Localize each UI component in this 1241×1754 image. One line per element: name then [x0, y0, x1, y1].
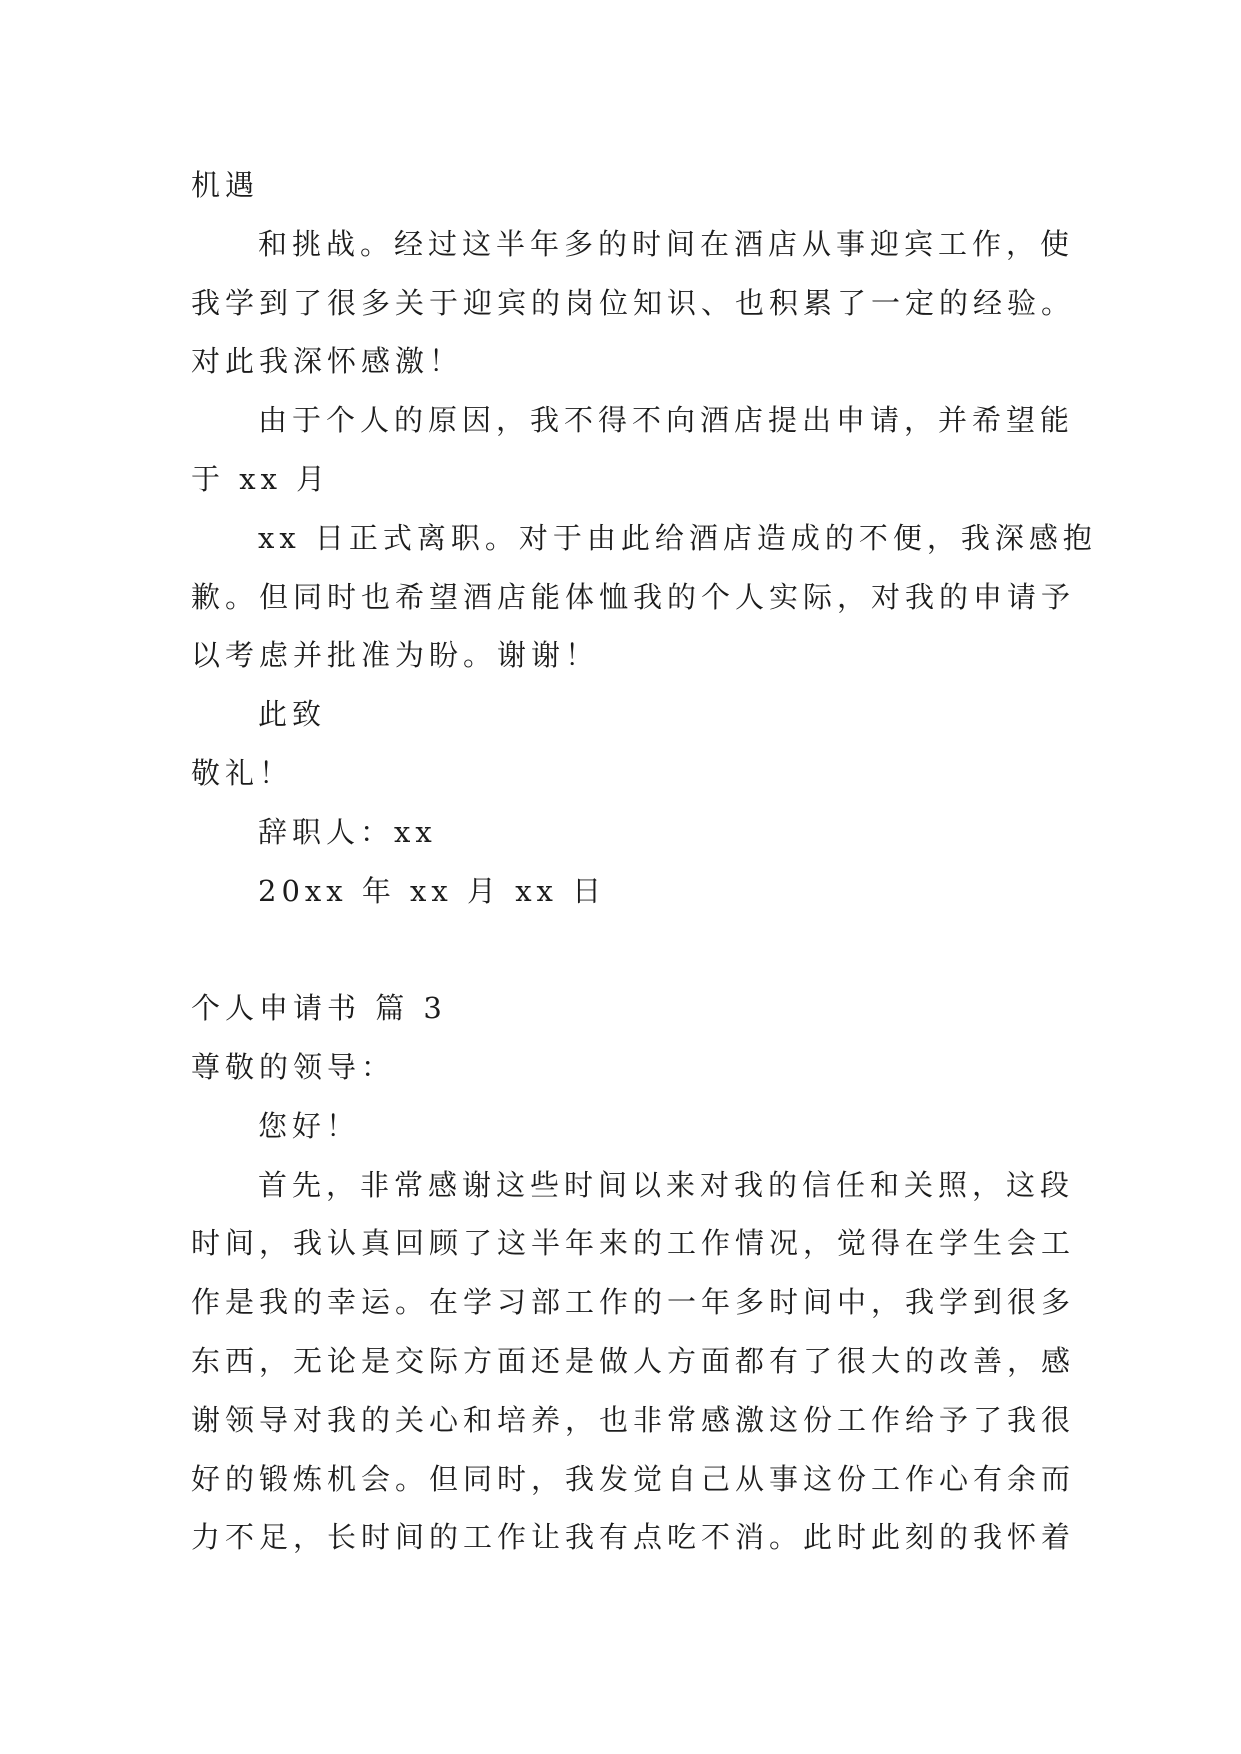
text-line: 我学到了很多关于迎宾的岗位知识、也积累了一定的经验。: [191, 285, 1076, 320]
text-line: 以考虑并批准为盼。谢谢！: [191, 638, 600, 673]
letter-regards: 敬礼！: [191, 755, 294, 790]
paragraph-first-line: xx 日正式离职。对于由此给酒店造成的不便，我深感抱: [258, 520, 1097, 555]
text-line: 机遇: [191, 168, 260, 202]
text-line: 歉。但同时也希望酒店能体恤我的个人实际，对我的申请予: [191, 579, 1076, 614]
text-line: 好的锻炼机会。但同时，我发觉自己从事这份工作心有余而: [191, 1461, 1076, 1496]
letter-date: 20xx 年 xx 月 xx 日: [258, 873, 607, 908]
text-line: 于 xx 月: [191, 461, 331, 496]
paragraph-first-line: 首先，非常感谢这些时间以来对我的信任和关照，这段: [258, 1167, 1075, 1202]
text-line: 谢领导对我的关心和培养，也非常感激这份工作给予了我很: [191, 1402, 1076, 1437]
text-line: 作是我的幸运。在学习部工作的一年多时间中，我学到很多: [191, 1285, 1076, 1320]
paragraph-first-line: 由于个人的原因，我不得不向酒店提出申请，并希望能: [258, 403, 1075, 438]
hello-line: 您好！: [258, 1108, 361, 1143]
section-heading: 个人申请书 篇 3: [191, 991, 447, 1026]
greeting-line: 尊敬的领导：: [191, 1049, 396, 1084]
letter-signature: 辞职人：xx: [258, 814, 437, 849]
text-line: 东西，无论是交际方面还是做人方面都有了很大的改善，感: [191, 1343, 1076, 1378]
blank-line: [0, 920, 1241, 979]
text-line: 时间，我认真回顾了这半年来的工作情况，觉得在学生会工: [191, 1226, 1076, 1261]
paragraph-first-line: 和挑战。经过这半年多的时间在酒店从事迎宾工作，使: [258, 226, 1075, 261]
text-line: 对此我深怀感激！: [191, 344, 464, 379]
text-line: 力不足，长时间的工作让我有点吃不消。此时此刻的我怀着: [191, 1520, 1076, 1555]
letter-closing: 此致: [258, 697, 327, 732]
